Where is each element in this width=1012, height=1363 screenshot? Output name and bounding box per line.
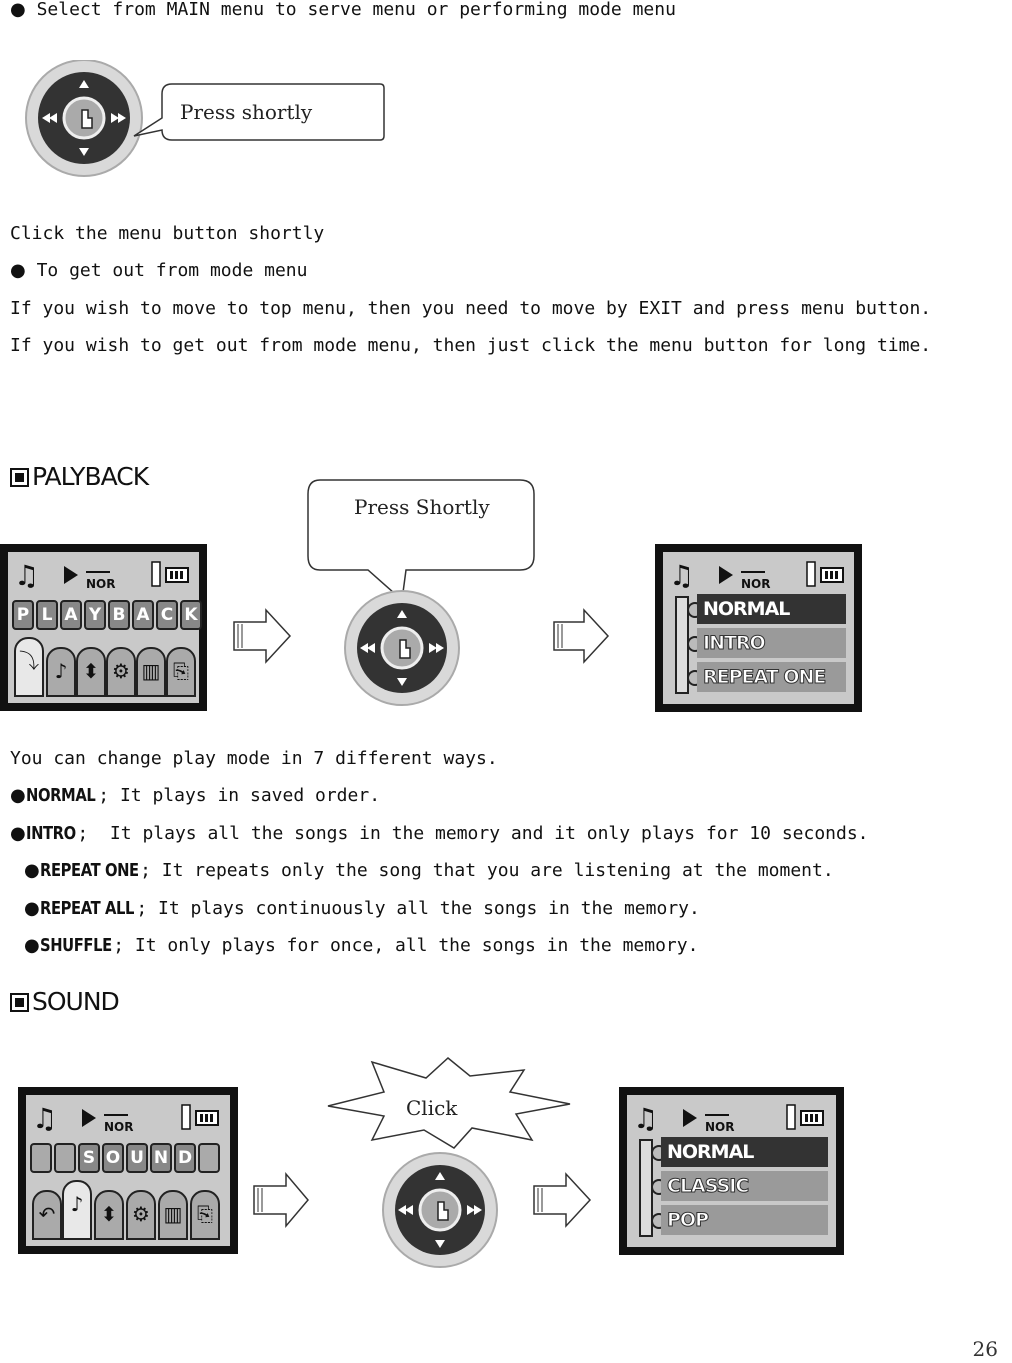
exit-tab-icon: ⎘ [190,1190,220,1240]
svg-text:NOR: NOR [86,577,116,591]
menu-item-intro: INTRO [697,628,846,658]
mode-shuffle-line: ●SHUFFLE; It only plays for once, all the songs in the memory. [24,935,699,956]
svg-text:♫: ♫ [32,1102,58,1135]
up-down-tab-icon: ⬍ [76,647,106,697]
menu-tabs [32,1180,224,1240]
menu-button-diagram-1 [22,60,392,180]
click-shortly-line: Click the menu button shortly [10,223,325,244]
play-mode-description: You can change play mode in 7 different ways. [10,748,498,769]
bullet-icon: ● [10,0,26,20]
lcd-sound-modes [619,1087,844,1255]
lcd-sound-main [18,1087,238,1254]
up-down-tab-icon: ⬍ [94,1190,124,1240]
music-note-tab-icon: ♪ [62,1180,92,1240]
svg-text:NOR: NOR [104,1120,134,1134]
callout-text: Click [406,1096,458,1120]
bullet-icon: ● [10,260,26,281]
menu-item-classic: CLASSIC [661,1171,828,1201]
right-arrow-icon [554,610,608,662]
lcd-status-bar [667,558,850,592]
menu-item-normal: NORMAL [697,594,846,624]
menu-item-repeat-one: REPEAT ONE [697,662,846,692]
right-arrow-icon [534,1174,590,1226]
top-menu-instruction: If you wish to move to top menu, then you need to move by EXIT and press menu button. [10,298,932,319]
menu-item-normal: NORMAL [661,1137,828,1167]
getout-line: ● To get out from mode menu [10,260,308,281]
mode-repeat-all-line: ●REPEAT ALL ; It plays continuously all the songs in the memory. [24,898,700,919]
mode-normal-line: ●NORMAL ; It plays in saved order. [10,785,381,806]
svg-text:♫: ♫ [14,559,40,592]
exit-tab-icon: ⎘ [166,647,196,697]
jog-dial-icon [383,1153,497,1267]
jog-dial-icon [26,60,142,176]
svg-text:♫: ♫ [633,1102,659,1135]
svg-text:NOR: NOR [705,1120,735,1134]
svg-text:NOR: NOR [741,577,771,591]
long-press-instruction: If you wish to get out from mode menu, then just click the menu button for long time. [10,335,932,356]
music-note-tab-icon: ♪ [46,647,76,697]
menu-title-letters: S O U N D [30,1143,220,1173]
settings-tab-icon: ⚙ [106,647,136,697]
menu-item-pop: POP [661,1205,828,1235]
lcd-playback-main [0,544,207,711]
memory-tab-icon: ▥ [158,1190,188,1240]
square-bullet-icon [10,468,29,487]
playback-tab-icon: ↶ [32,1190,62,1240]
sound-flow-diagram [248,1056,608,1268]
callout-text: Press shortly [180,100,313,124]
select-menu-line: ● Select from MAIN menu to serve menu or performing mode menu [10,0,676,20]
callout-text: Press Shortly [354,495,490,519]
jog-dial-icon [345,591,459,705]
square-bullet-icon [10,993,29,1012]
playback-heading: PALYBACK [10,462,148,491]
lcd-status-bar [12,558,195,592]
mode-intro-line: ●INTRO ; It plays all the songs in the memory and it only plays for 10 seconds. [10,823,869,844]
lcd-status-bar [30,1101,226,1135]
memory-tab-icon: ▥ [136,647,166,697]
menu-tabs [14,637,193,697]
page-number: 26 [972,1337,998,1361]
lcd-playback-modes [655,544,862,712]
menu-title-letters: P L A Y B A C K [12,600,202,630]
playback-tab-icon: ⤵ [14,637,44,697]
right-arrow-icon [234,610,290,662]
svg-text:♫: ♫ [669,559,695,592]
mode-repeat-one-line: ●REPEAT ONE; It repeats only the song that you are listening at the moment. [24,860,834,881]
sound-heading: SOUND [10,987,119,1016]
playback-flow-diagram [228,476,628,706]
right-arrow-icon [254,1174,308,1226]
lcd-status-bar [631,1101,832,1135]
settings-tab-icon: ⚙ [126,1190,156,1240]
